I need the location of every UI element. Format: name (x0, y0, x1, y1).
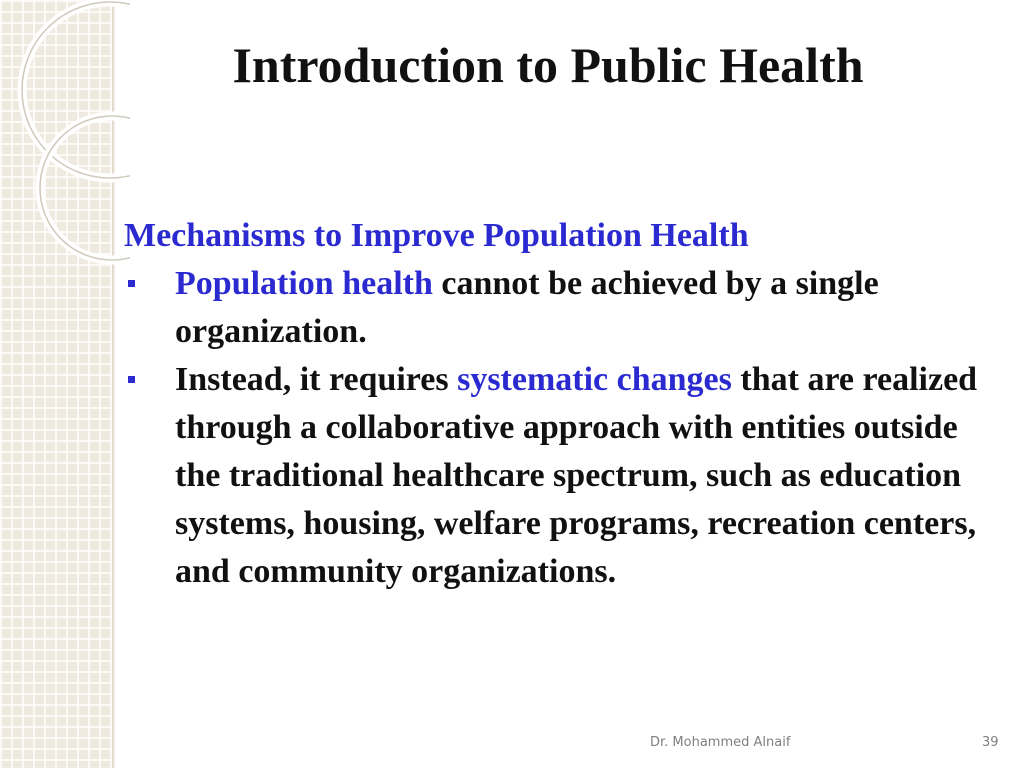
ring-upper-shade (22, 2, 130, 178)
slide-page-number: 39 (982, 735, 999, 750)
square-bullet-icon (128, 280, 135, 287)
footer-author: Dr. Mohammed Alnaif (650, 735, 791, 750)
bullet-2-highlight: systematic changes (457, 361, 732, 398)
bullet-item-1 (124, 260, 984, 356)
bullet-2-lead: Instead, it requires (175, 361, 458, 398)
bullet-item-2 (124, 356, 984, 596)
bullet-2-text: that are realized through a collaborative approach with entities outside the traditional healthcare spectrum, such as education systems, housing, welfare programs, recreation centers, and community organizations. (175, 361, 978, 590)
bullet-1-highlight: Population health (175, 265, 433, 302)
square-bullet-icon (128, 376, 135, 383)
bullet-1-text: cannot be achieved by a single organization. (175, 265, 879, 350)
ring-lower (40, 116, 130, 260)
ring-upper (22, 2, 130, 178)
slide-title: Introduction to Public Health (232, 37, 864, 93)
decorative-rings (0, 0, 130, 300)
slide-content (124, 212, 984, 596)
ring-lower-shade (40, 116, 130, 260)
section-subheading: Mechanisms to Improve Population Health (124, 217, 749, 254)
